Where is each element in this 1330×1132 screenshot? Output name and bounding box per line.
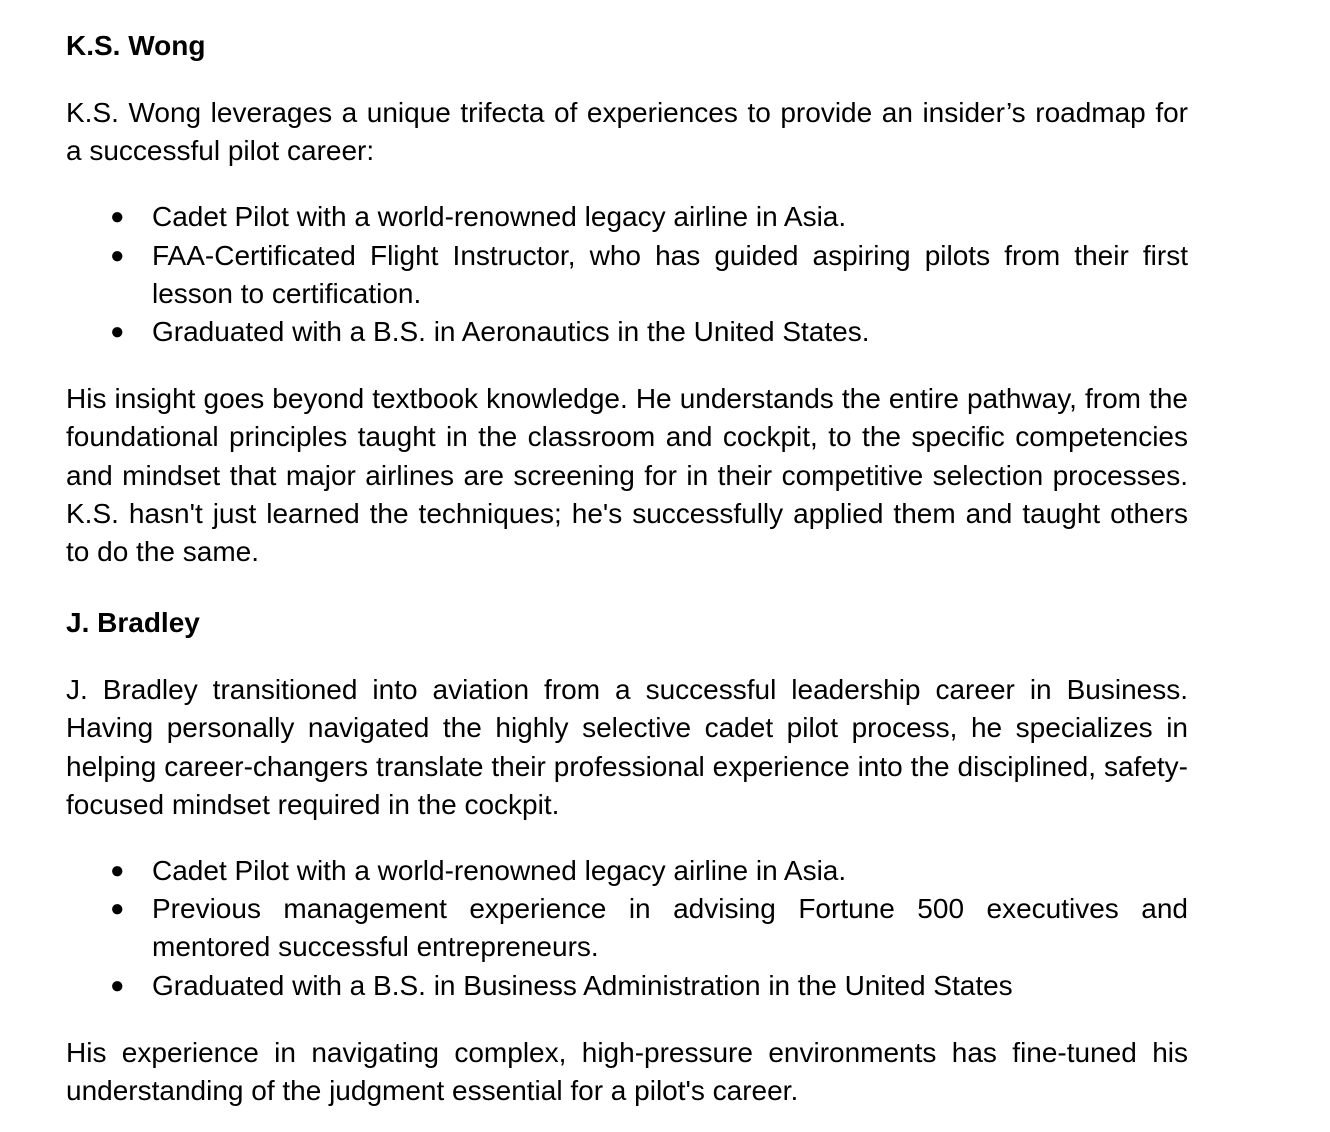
list-item-text: Graduated with a B.S. in Business Administration in the United States	[152, 969, 1013, 1001]
section-heading-bradley: J. Bradley	[66, 607, 200, 639]
list-item-text: Cadet Pilot with a world-renowned legacy airline in Asia.	[152, 855, 847, 887]
list-item	[110, 967, 1188, 1005]
wong-credentials-list	[66, 198, 1188, 351]
list-item	[110, 237, 1188, 313]
bullet-icon: ●	[110, 203, 125, 231]
bradley-credentials-list	[66, 852, 1188, 1005]
list-item-text: Previous management experience in advising Fortune 500 executives and mentored successful entrepreneurs.	[152, 893, 1188, 963]
bullet-icon: ●	[110, 318, 125, 346]
bullet-icon: ●	[110, 857, 125, 885]
list-item-text: Cadet Pilot with a world-renowned legacy airline in Asia.	[152, 201, 847, 233]
wong-closing-paragraph: His insight goes beyond textbook knowledge. He understands the entire pathway, from the foundational principles taught in the classroom and cockpit, to the specific competencies and mindset that major airlines are screening for in their competitive selection processes. K.S. hasn't just learned the techniques; he's successfully applied them and taught others to do the same.	[66, 383, 1188, 568]
bradley-closing-paragraph: His experience in navigating complex, high-pressure environments has fine-tuned his understanding of the judgment essential for a pilot's career.	[66, 1036, 1188, 1107]
bullet-icon: ●	[110, 895, 125, 923]
list-item	[110, 198, 1188, 236]
list-item	[110, 852, 1188, 890]
bullet-icon: ●	[110, 241, 125, 269]
list-item-text: FAA-Certificated Flight Instructor, who has guided aspiring pilots from their first lesson to certification.	[152, 239, 1188, 309]
wong-intro-paragraph: K.S. Wong leverages a unique trifecta of experiences to provide an insider’s roadmap for a successful pilot career:	[66, 97, 1188, 167]
bradley-intro-paragraph: J. Bradley transitioned into aviation from a successful leadership career in Business. Having personally navigated the highly selective cadet pilot process, he specializes in helping career-changers translate their professional experience into the disciplined, safety-focused mindset required in the cockpit.	[66, 674, 1188, 820]
list-item	[110, 313, 1188, 351]
list-item	[110, 890, 1188, 966]
section-heading-wong: K.S. Wong	[66, 30, 206, 61]
bullet-icon: ●	[110, 971, 125, 999]
list-item-text: Graduated with a B.S. in Aeronautics in the United States.	[152, 316, 870, 348]
